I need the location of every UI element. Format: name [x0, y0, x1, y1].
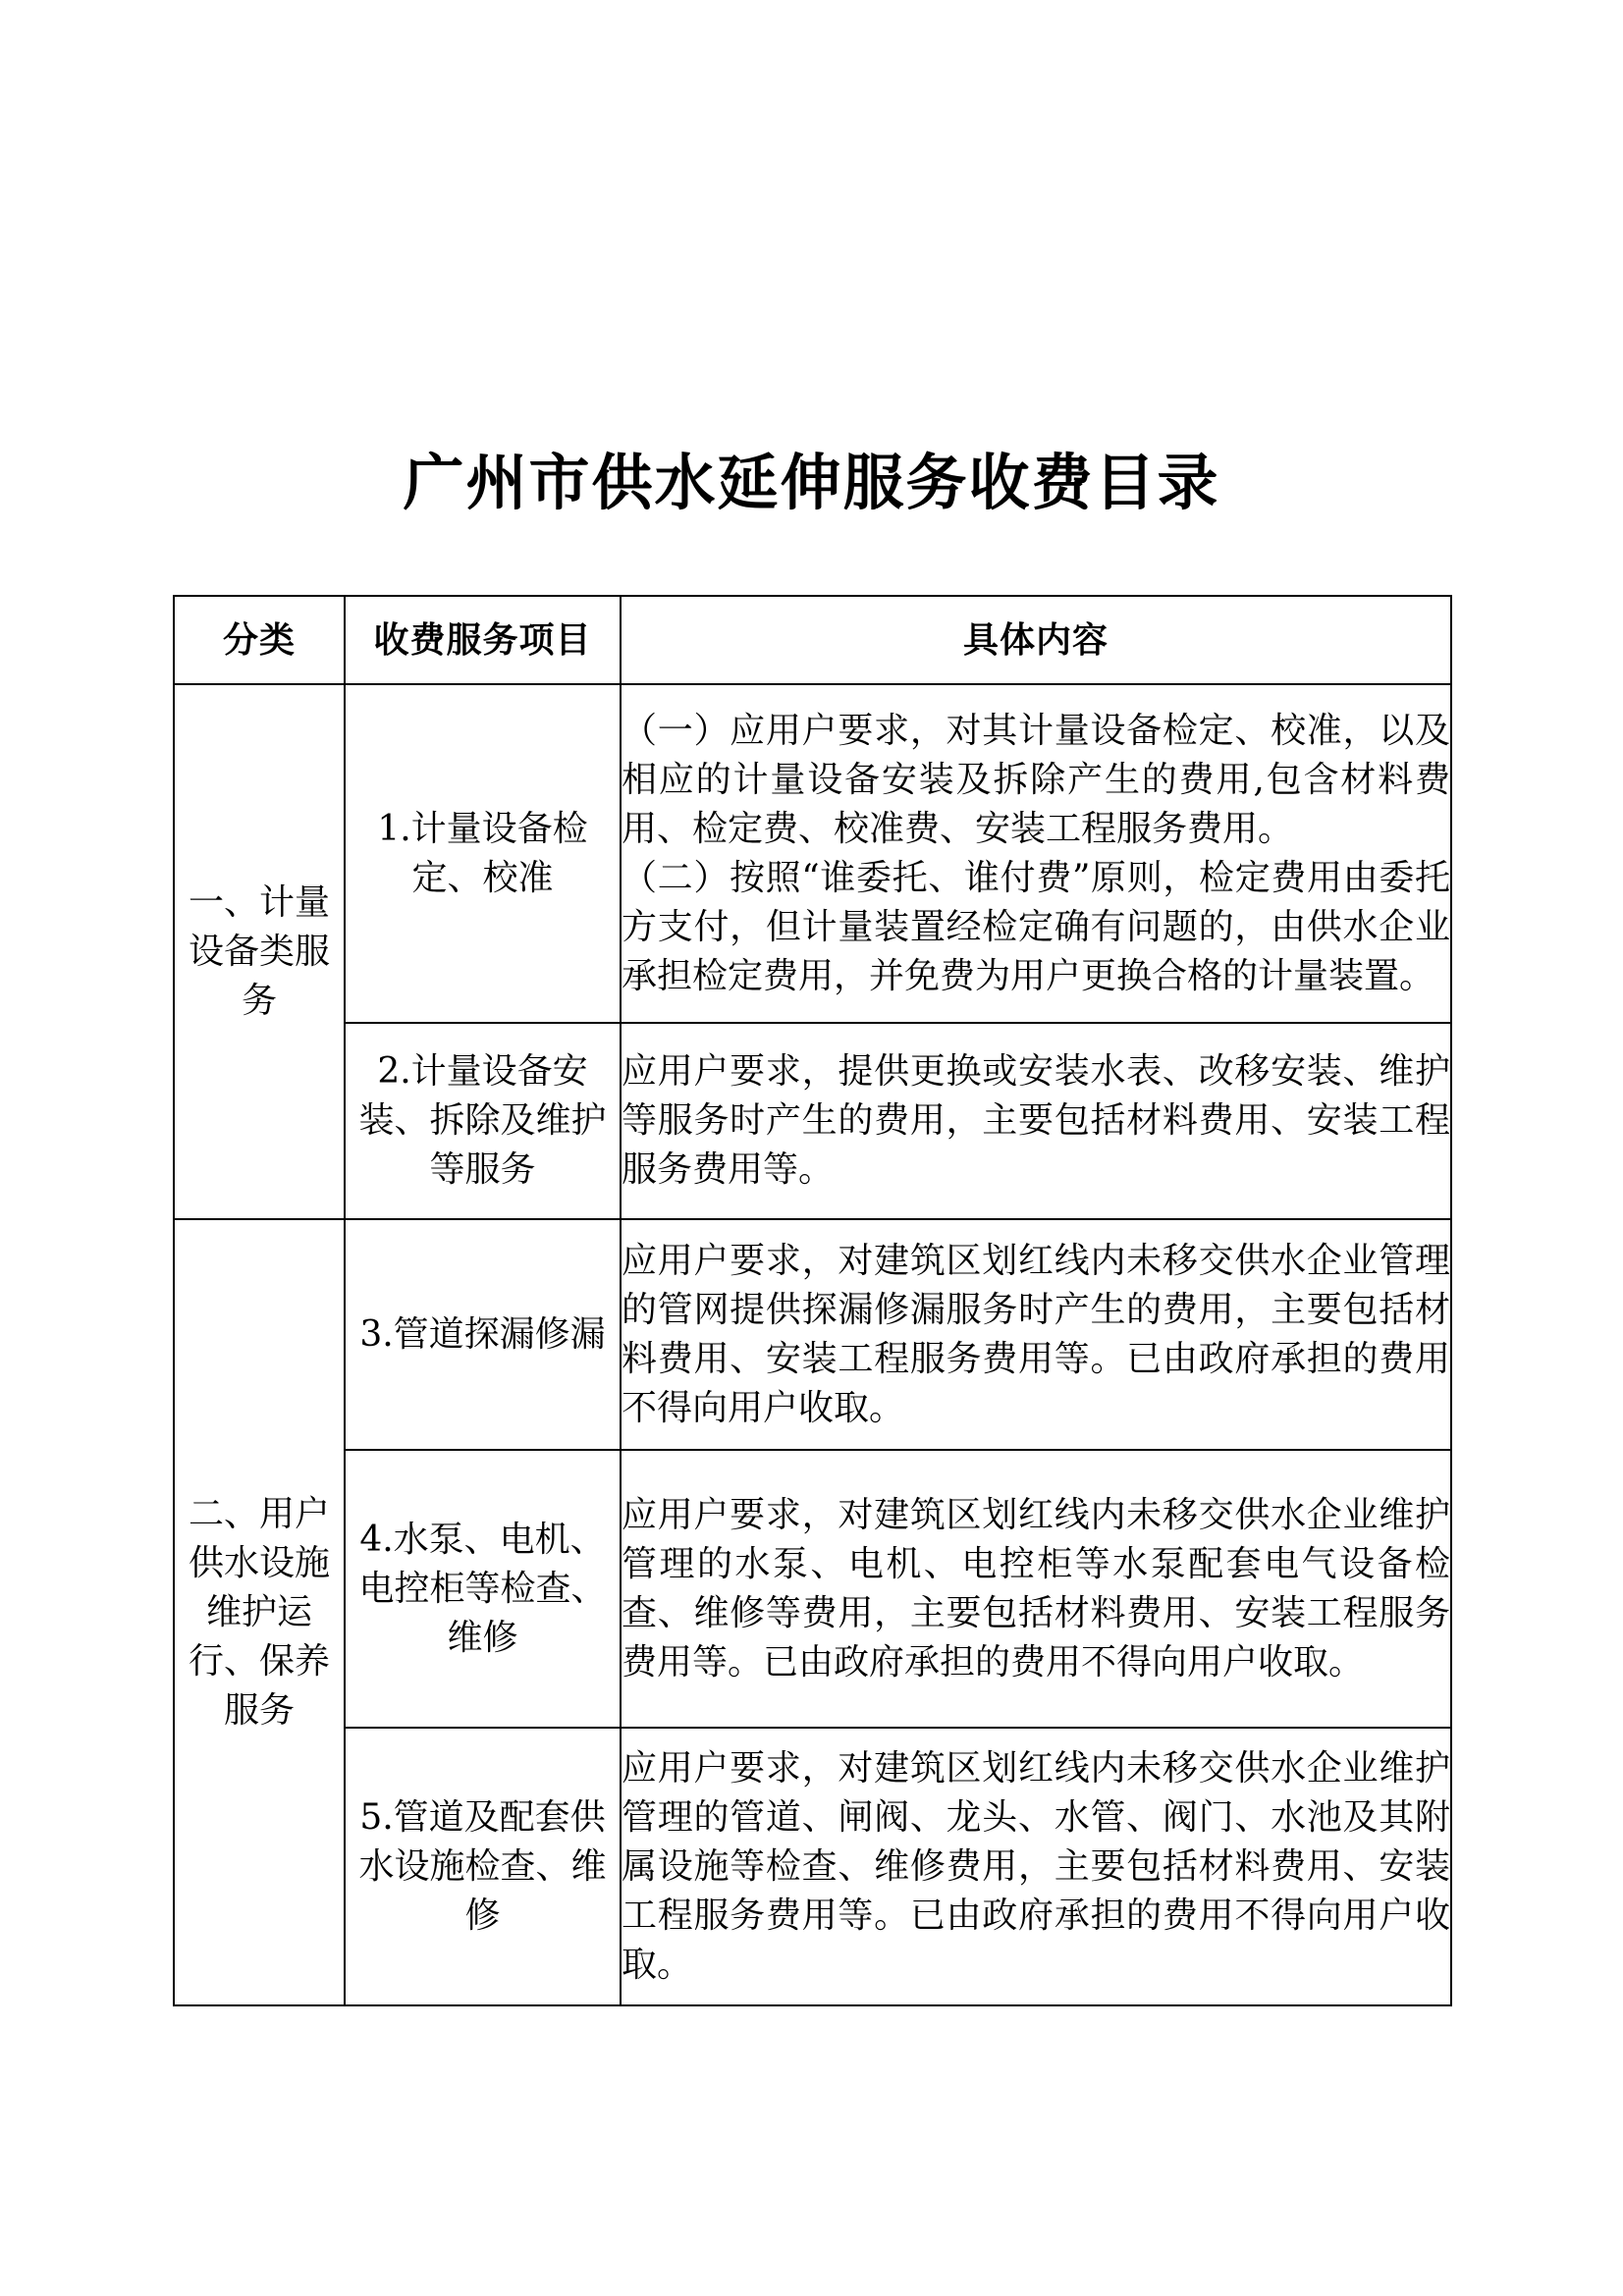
detail-cell [621, 684, 1451, 1023]
detail-paragraph: 应用户要求，对建筑区划红线内未移交供水企业维护管理的管道、闸阀、龙头、水管、阀门、水池及其附属设施等检查、维修费用，主要包括材料费用、安装工程服务费用等。已由政府承担的费用不得向用户收取。 [622, 1747, 1450, 1985]
header-category: 分类 [174, 596, 345, 684]
detail-paragraph: （一）应用户要求，对其计量设备检定、校准，以及相应的计量设备安装及拆除产生的费用,包含材料费用、检定费、校准费、安装工程服务费用。 [622, 710, 1450, 849]
detail-paragraph: 应用户要求，对建筑区划红线内未移交供水企业维护管理的水泵、电机、电控柜等水泵配套电气设备检查、维修等费用，主要包括材料费用、安装工程服务费用等。已由政府承担的费用不得向用户收取。 [622, 1494, 1450, 1682]
service-item-cell: 3.管道探漏修漏 [345, 1219, 621, 1450]
detail-cell [621, 1450, 1451, 1728]
category-cell: 一、计量设备类服务 [174, 684, 345, 1219]
table-header-row [174, 596, 1451, 684]
category-cell: 二、用户供水设施维护运行、保养服务 [174, 1219, 345, 2005]
service-item-cell: 5.管道及配套供水设施检查、维修 [345, 1728, 621, 2005]
table-row [174, 1450, 1451, 1728]
table-row [174, 1023, 1451, 1219]
detail-paragraph: 应用户要求，提供更换或安装水表、改移安装、维护等服务时产生的费用，主要包括材料费用、安装工程服务费用等。 [622, 1051, 1450, 1190]
detail-cell [621, 1023, 1451, 1219]
table-row [174, 684, 1451, 1023]
header-detail: 具体内容 [621, 596, 1451, 684]
detail-paragraph: （二）按照“谁委托、谁付费”原则，检定费用由委托方支付，但计量装置经检定确有问题的，由供水企业承担检定费用，并免费为用户更换合格的计量装置。 [622, 857, 1450, 996]
service-item-cell: 2.计量设备安装、拆除及维护等服务 [345, 1023, 621, 1219]
document-title: 广州市供水延伸服务收费目录 [403, 447, 1220, 518]
detail-cell [621, 1219, 1451, 1450]
table-row [174, 1219, 1451, 1450]
service-item-cell: 4.水泵、电机、电控柜等检查、维修 [345, 1450, 621, 1728]
table-row [174, 1728, 1451, 2005]
header-item: 收费服务项目 [345, 596, 621, 684]
service-item-cell: 1.计量设备检定、校准 [345, 684, 621, 1023]
detail-cell [621, 1728, 1451, 2005]
detail-paragraph: 应用户要求，对建筑区划红线内未移交供水企业管理的管网提供探漏修漏服务时产生的费用，主要包括材料费用、安装工程服务费用等。已由政府承担的费用不得向用户收取。 [622, 1240, 1450, 1428]
fee-catalog-table [173, 595, 1452, 2006]
